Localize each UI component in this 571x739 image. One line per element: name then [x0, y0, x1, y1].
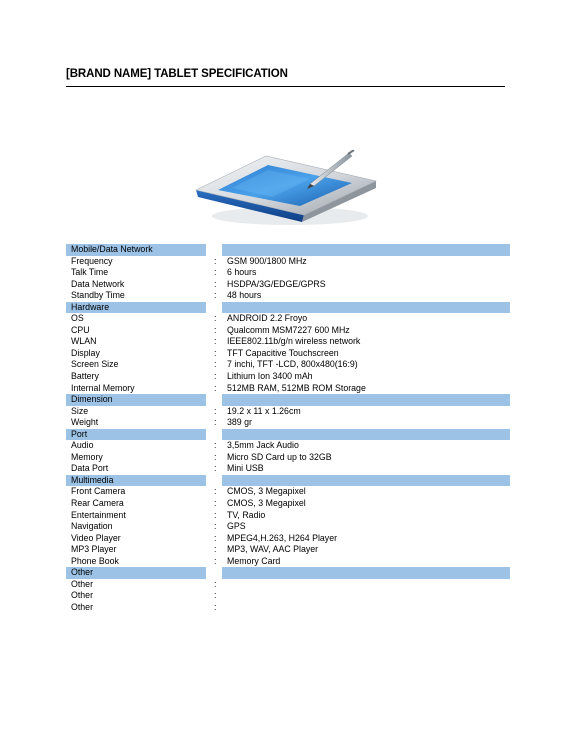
- spec-row: [66, 279, 510, 291]
- spec-separator: :: [214, 521, 217, 532]
- section-fill: [222, 394, 510, 406]
- spec-value: IEEE802.11b/g/n wireless network: [227, 336, 361, 347]
- spec-separator: :: [214, 371, 217, 382]
- spec-row: [66, 359, 510, 371]
- spec-row: [66, 371, 510, 383]
- section-title: Hardware: [66, 302, 206, 314]
- spec-label: Other: [71, 590, 94, 601]
- spec-separator: :: [214, 532, 217, 543]
- spec-row: [66, 417, 510, 429]
- spec-row: [66, 313, 510, 325]
- spec-separator: :: [214, 255, 217, 266]
- spec-separator: :: [214, 359, 217, 370]
- spec-value: 19.2 x 11 x 1.26cm: [227, 405, 301, 416]
- spec-label: Weight: [71, 417, 99, 428]
- spec-row: [66, 579, 510, 591]
- spec-label: Other: [71, 601, 94, 612]
- spec-label: Other: [71, 578, 94, 589]
- section-title: Dimension: [66, 394, 206, 406]
- spec-row: [66, 510, 510, 522]
- spec-label: Display: [71, 347, 100, 358]
- spec-separator: :: [214, 555, 217, 566]
- section-fill: [222, 244, 510, 256]
- section-fill: [222, 302, 510, 314]
- section-gap: [206, 567, 222, 579]
- spec-separator: :: [214, 601, 217, 612]
- spec-label: Internal Memory: [71, 382, 135, 393]
- spec-separator: :: [214, 498, 217, 509]
- spec-separator: :: [214, 590, 217, 601]
- section-fill: [222, 567, 510, 579]
- spec-value: TV, Radio: [227, 509, 266, 520]
- spec-row: [66, 348, 510, 360]
- spec-value: [222, 590, 510, 602]
- spec-value: Qualcomm MSM7227 600 MHz: [227, 324, 350, 335]
- title-underline: [66, 86, 505, 87]
- spec-row: [66, 256, 510, 268]
- spec-label: OS: [71, 313, 84, 324]
- spec-value: CMOS, 3 Megapixel: [227, 486, 306, 497]
- spec-row: [66, 267, 510, 279]
- spec-label: Navigation: [71, 521, 113, 532]
- spec-label: Data Network: [71, 278, 125, 289]
- spec-row: [66, 544, 510, 556]
- spec-value: ANDROID 2.2 Froyo: [227, 313, 308, 324]
- spec-label: Frequency: [71, 255, 113, 266]
- spec-separator: :: [214, 267, 217, 278]
- spec-value: 389 gr: [227, 417, 252, 428]
- spec-value: Mini USB: [227, 463, 264, 474]
- spec-value: 512MB RAM, 512MB ROM Storage: [227, 382, 366, 393]
- spec-value: 6 hours: [227, 267, 257, 278]
- section-header: [66, 394, 510, 406]
- section-header: [66, 429, 510, 441]
- spec-row: [66, 290, 510, 302]
- section-title: Other: [66, 567, 206, 579]
- section-gap: [206, 394, 222, 406]
- spec-separator: :: [214, 278, 217, 289]
- spec-separator: :: [214, 463, 217, 474]
- spec-row: [66, 521, 510, 533]
- spec-value: CMOS, 3 Megapixel: [227, 498, 306, 509]
- spec-label: Data Port: [71, 463, 109, 474]
- tablet-with-stylus-icon: [192, 150, 378, 228]
- spec-value: [222, 579, 510, 591]
- spec-row: [66, 590, 510, 602]
- spec-row: [66, 463, 510, 475]
- specification-table: [66, 244, 510, 614]
- spec-separator: :: [214, 290, 217, 301]
- spec-label: Video Player: [71, 532, 121, 543]
- spec-separator: :: [214, 578, 217, 589]
- spec-value: TFT Capacitive Touchscreen: [227, 347, 339, 358]
- spec-separator: :: [214, 417, 217, 428]
- spec-value: [222, 602, 510, 614]
- spec-value: 3,5mm Jack Audio: [227, 440, 299, 451]
- spec-separator: :: [214, 382, 217, 393]
- spec-label: WLAN: [71, 336, 97, 347]
- section-gap: [206, 302, 222, 314]
- section-gap: [206, 429, 222, 441]
- section-gap: [206, 244, 222, 256]
- spec-value: Micro SD Card up to 32GB: [227, 451, 332, 462]
- spec-value: Memory Card: [227, 555, 281, 566]
- spec-row: [66, 452, 510, 464]
- spec-separator: :: [214, 451, 217, 462]
- spec-label: Battery: [71, 371, 99, 382]
- spec-label: Talk Time: [71, 267, 109, 278]
- spec-row: [66, 336, 510, 348]
- section-header: [66, 302, 510, 314]
- spec-value: 48 hours: [227, 290, 262, 301]
- spec-value: 7 inchi, TFT -LCD, 800x480(16:9): [227, 359, 358, 370]
- spec-row: [66, 602, 510, 614]
- spec-row: [66, 486, 510, 498]
- spec-label: Memory: [71, 451, 103, 462]
- section-title: Mobile/Data Network: [66, 244, 206, 256]
- section-title: Multimedia: [66, 475, 206, 487]
- spec-value: GSM 900/1800 MHz: [227, 255, 307, 266]
- section-header: [66, 567, 510, 579]
- spec-label: MP3 Player: [71, 544, 117, 555]
- section-header: [66, 244, 510, 256]
- spec-separator: :: [214, 324, 217, 335]
- section-fill: [222, 475, 510, 487]
- spec-label: CPU: [71, 324, 90, 335]
- spec-separator: :: [214, 405, 217, 416]
- spec-row: [66, 556, 510, 568]
- spec-separator: :: [214, 347, 217, 358]
- spec-separator: :: [214, 336, 217, 347]
- spec-label: Audio: [71, 440, 94, 451]
- section-title: Port: [66, 429, 206, 441]
- spec-separator: :: [214, 440, 217, 451]
- section-gap: [206, 475, 222, 487]
- spec-value: Lithium Ion 3400 mAh: [227, 371, 313, 382]
- spec-separator: :: [214, 509, 217, 520]
- spec-label: Size: [71, 405, 89, 416]
- page-title: [BRAND NAME] TABLET SPECIFICATION: [66, 68, 288, 80]
- spec-label: Rear Camera: [71, 498, 124, 509]
- section-header: [66, 475, 510, 487]
- spec-label: Screen Size: [71, 359, 119, 370]
- section-fill: [222, 429, 510, 441]
- spec-value: MP3, WAV, AAC Player: [227, 544, 319, 555]
- spec-row: [66, 498, 510, 510]
- spec-value: MPEG4,H.263, H264 Player: [227, 532, 338, 543]
- spec-separator: :: [214, 486, 217, 497]
- spec-label: Entertainment: [71, 509, 126, 520]
- spec-separator: :: [214, 313, 217, 324]
- spec-label: Standby Time: [71, 290, 125, 301]
- spec-row: [66, 533, 510, 545]
- spec-value: HSDPA/3G/EDGE/GPRS: [227, 278, 326, 289]
- spec-value: GPS: [227, 521, 246, 532]
- spec-label: Phone Book: [71, 555, 119, 566]
- spec-row: [66, 325, 510, 337]
- spec-row: [66, 383, 510, 395]
- spec-row: [66, 440, 510, 452]
- spec-label: Front Camera: [71, 486, 126, 497]
- spec-separator: :: [214, 544, 217, 555]
- spec-row: [66, 406, 510, 418]
